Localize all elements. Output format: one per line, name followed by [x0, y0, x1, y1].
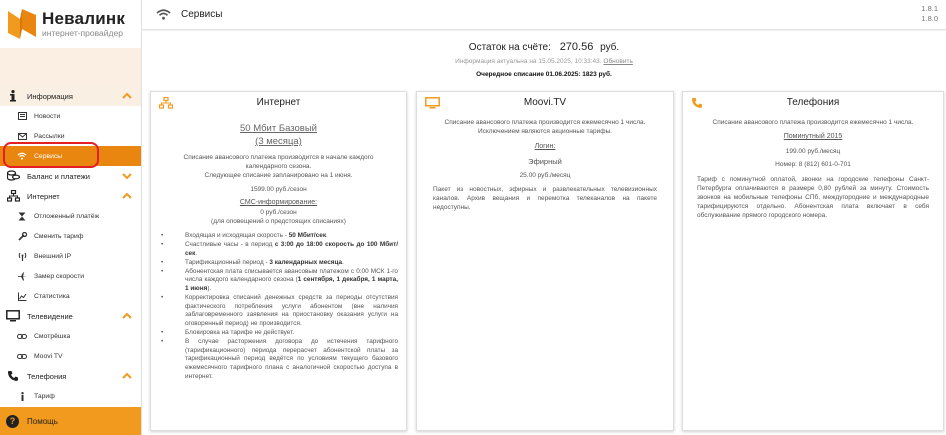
menu-group-label: Баланс и платежи: [27, 171, 90, 181]
sidebar-item-news[interactable]: [0, 106, 141, 126]
menu-group-label: Телефония: [27, 371, 67, 381]
help-label: Помощь: [27, 416, 58, 426]
list-item: • Счастливые часы - в период с 3:00 до 18:00 скорость до 100 Мбит/сек.: [167, 241, 398, 258]
sidebar-item-external-ip[interactable]: [0, 246, 141, 266]
sidebar-item-label: Сервисы: [34, 152, 63, 160]
list-item-text: Абонентская плата списывается авансовым платежом с 0:00 МСК 1-го числа каждого календарного сезона (: [185, 267, 398, 284]
list-item-bold: 3 календарных месяца: [269, 258, 343, 266]
service-cards: [150, 91, 945, 431]
sms-note: (для оповещений о предстоящих списаниях): [211, 218, 346, 225]
list-item: [167, 268, 398, 294]
refresh-link[interactable]: Обновить: [603, 58, 633, 65]
chart-icon: [17, 291, 27, 301]
internet-next-charge: Следующее списание запланировано на 1 июня.: [204, 172, 353, 179]
plane-icon: [17, 271, 27, 281]
list-item-bold: с 3:00 до 18:00 скорость до 100 Мбит/сек: [185, 241, 399, 257]
monitor-icon: [425, 97, 440, 109]
menu-group-label: Телевидение: [27, 311, 73, 321]
card-header: [425, 97, 665, 111]
internet-tariff-link[interactable]: 50 Мбит Базовый: [240, 123, 317, 134]
list-item-bold: 1 сентября, 1 декабря, 1 марта, 1 июня: [185, 276, 398, 293]
menu-group-balance[interactable]: [0, 166, 141, 186]
phone-desc: Списание авансового платежа производится ежемесячно 1 числа.: [712, 119, 914, 126]
sidebar-band: [0, 48, 141, 86]
menu-group-info[interactable]: [0, 86, 141, 106]
logo[interactable]: [0, 0, 141, 48]
network-icon: [6, 189, 20, 203]
link-icon: [17, 331, 27, 341]
balance-info: [142, 58, 946, 65]
phone-tariff-link[interactable]: Поминутный 2015: [783, 133, 843, 140]
network-icon: [159, 97, 173, 109]
list-item-text: Счастливые часы - в период: [185, 241, 275, 249]
logo-icon: [6, 7, 38, 41]
question-icon: ?: [6, 415, 19, 428]
info-icon: [6, 89, 20, 103]
phone-number: Номер: 8 (812) 601-0-701: [775, 161, 851, 168]
list-item: • Блокировка на тарифе не действует.: [167, 329, 398, 338]
sidebar-item-change-tariff[interactable]: [0, 226, 141, 246]
next-charge: Очередное списание 01.06.2025: 1823 руб.: [476, 71, 612, 78]
moovi-tariff: Эфирный: [528, 157, 562, 166]
card-moovi-tv: [416, 91, 674, 431]
menu-group-label: Интернет: [27, 191, 60, 201]
coins-icon: [6, 169, 20, 183]
sidebar-item-deferred-payment[interactable]: [0, 206, 141, 226]
logo-title: Невалинк: [42, 9, 126, 28]
sidebar-item-phone-tariff[interactable]: [0, 386, 141, 406]
chevron-up-icon[interactable]: [121, 90, 133, 102]
list-item-text: ).: [207, 285, 212, 293]
sidebar-item-label: Внешний IP: [34, 252, 72, 260]
help-button[interactable]: [0, 407, 141, 435]
internet-conditions: [159, 232, 398, 381]
list-item-text: Тарификационный период -: [185, 258, 270, 266]
list-item: • Входящая и исходящая скорость - 50 Мбит/сек.: [167, 232, 398, 241]
internet-period-link[interactable]: (3 месяца): [255, 136, 302, 147]
sms-info-link[interactable]: СМС-информирование:: [239, 199, 318, 206]
list-item-bold: 50 Мбит/сек: [288, 232, 327, 239]
moovi-login-link[interactable]: Логин:: [534, 143, 556, 150]
logo-subtitle: интернет-провайдер: [42, 28, 123, 38]
phone-icon: [6, 369, 20, 383]
list-item: • В случае расторжения договора до истечения тарифного (тарификационного) периода перерасчет абонентской платы за тарификационный период ведётся по условиям текущего базового ежемесячного тарифного плана с аналогичной скоростью доступа в интернет.: [167, 338, 398, 381]
menu-group-phone[interactable]: [0, 366, 141, 386]
list-item: • Тарификационный период - 3 календарных месяца.: [167, 259, 398, 268]
hourglass-icon: [17, 211, 27, 221]
balance-label: Остаток на счёте:: [468, 42, 551, 53]
card-internet: [150, 91, 407, 431]
main-content: [142, 31, 946, 435]
moovi-desc: Списание авансового платежа производится ежемесячно 1 числа. Исключением являются акционные тарифы.: [444, 119, 646, 135]
version-info: [921, 4, 938, 24]
sidebar-item-label: Рассылки: [34, 132, 65, 140]
chevron-down-icon[interactable]: [121, 170, 133, 182]
sidebar-item-statistics[interactable]: [0, 286, 141, 306]
version-current: 1.8.1: [921, 4, 938, 13]
menu-group-internet[interactable]: [0, 186, 141, 206]
sidebar-item-label: Смотрёшка: [34, 332, 71, 340]
internet-price: 1599.00 руб./сезон: [250, 186, 307, 193]
sidebar-item-label: Отложенный платёж: [34, 212, 100, 220]
sms-price: 0 руб./сезон: [260, 209, 297, 216]
chevron-up-icon[interactable]: [121, 370, 133, 382]
internet-desc: Списание авансового платежа производится в начале каждого календарного сезона.: [183, 154, 374, 170]
sidebar-item-speedtest[interactable]: [0, 266, 141, 286]
card-title: Телефония: [786, 97, 840, 108]
page-title: Сервисы: [181, 9, 223, 20]
link-icon: [17, 351, 27, 361]
menu-group-tv[interactable]: [0, 306, 141, 326]
highlight-oval: [3, 142, 99, 168]
balance-info-text: Информация актуальна на 15.05.2025, 10:33:43.: [455, 58, 602, 65]
list-item-text: Входящая и исходящая скорость -: [185, 232, 289, 239]
version-previous: 1.8.0: [921, 14, 938, 23]
phone-text: Тариф с поминутной оплатой, звонки на городские телефоны Санкт-Петербурга оплачиваются в размере 0,80 рублей за минуту. Стоимость звонков на мобильные телефоны СПб, междугородние и международные тарифицируются отдельно. Абонентская плата включает в себя обслуживание прямого городского номера.: [697, 176, 929, 219]
chevron-up-icon[interactable]: [121, 310, 133, 322]
sidebar-item-moovi-tv[interactable]: [0, 346, 141, 366]
card-telephony: [682, 91, 944, 431]
menu-group-label: Информация: [27, 91, 73, 101]
mail-icon: [17, 131, 27, 141]
sidebar: [0, 0, 142, 435]
list-item: • Корректировка списаний денежных средств за периоды отсутствия фактического потребления услуги абонентом (вне наличия заблаговременного заявления на приостановку оказания услуги на оговоренный период) не производится.: [167, 294, 398, 328]
card-title: Интернет: [256, 97, 301, 108]
sidebar-menu: [0, 86, 141, 406]
moovi-price: 25.00 руб./месяц: [519, 172, 571, 179]
chevron-up-icon[interactable]: [121, 190, 133, 202]
phone-price: 199.00 руб./месяц: [785, 148, 841, 155]
sidebar-item-label: Статистика: [34, 292, 70, 300]
sidebar-item-label: Тариф: [34, 392, 55, 400]
card-title: Moovi.TV: [523, 97, 567, 108]
sidebar-item-label: Замер скорости: [34, 272, 85, 280]
moovi-text: Пакет из новостных, эфирных и развлекательных телевизионных каналов. Архив вещания и перемотка телеканалов на пакете недоступны.: [433, 186, 657, 211]
wrench-icon: [17, 231, 27, 241]
top-header: [142, 0, 946, 30]
sidebar-item-label: Moovi TV: [34, 352, 63, 360]
balance-currency: руб.: [600, 42, 620, 53]
antenna-icon: [17, 251, 27, 261]
balance-row: [142, 41, 946, 53]
wifi-icon: [156, 9, 171, 20]
phone-icon: [691, 97, 703, 109]
balance-amount: 270.56: [559, 41, 594, 53]
sidebar-item-label: Новости: [34, 112, 61, 120]
card-header: [159, 97, 398, 111]
sidebar-item-label: Сменить тариф: [34, 232, 84, 240]
sidebar-item-smotreshka[interactable]: [0, 326, 141, 346]
info-icon: [17, 391, 27, 401]
monitor-icon: [6, 309, 20, 323]
card-header: [691, 97, 935, 111]
newspaper-icon: [17, 111, 27, 121]
